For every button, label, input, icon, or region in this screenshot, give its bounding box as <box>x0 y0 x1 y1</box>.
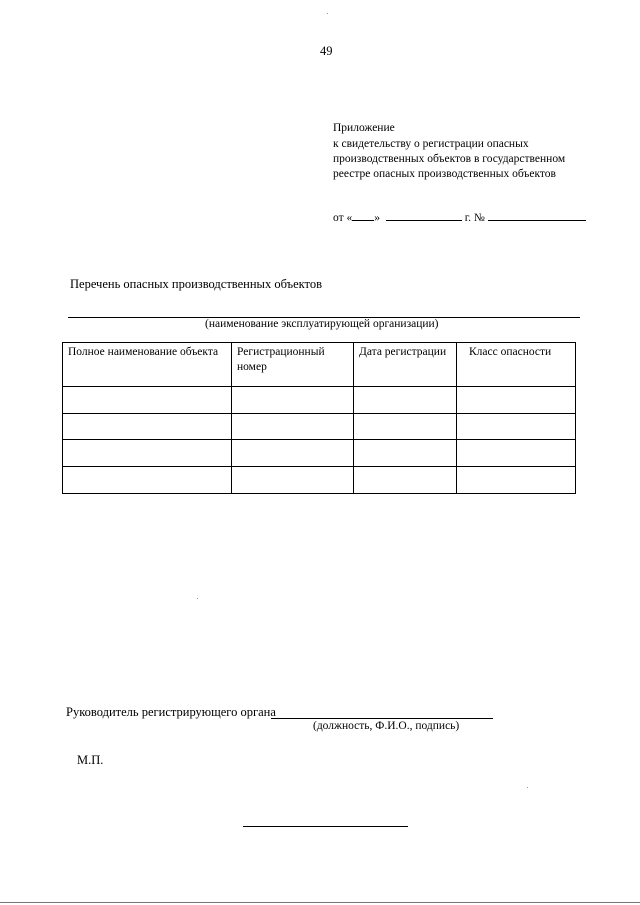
signature-line <box>271 718 493 719</box>
certificate-date-line <box>333 209 586 224</box>
header-cell-reg-number: Регистрационный номер <box>232 343 354 387</box>
header-cell-name: Полное наименование объекта <box>63 343 232 387</box>
scan-edge <box>0 902 640 903</box>
table-row <box>63 387 576 414</box>
header-cell-reg-date: Дата регистрации <box>354 343 457 387</box>
table-cell <box>457 387 576 414</box>
day-blank <box>352 209 374 221</box>
year-number-label: г. № <box>464 212 485 224</box>
table-cell <box>457 440 576 467</box>
table-cell <box>232 387 354 414</box>
stamp-label: М.П. <box>77 753 104 767</box>
table-cell <box>63 467 232 494</box>
scan-speck <box>527 787 528 788</box>
number-blank <box>488 209 586 221</box>
month-blank <box>386 209 462 221</box>
signature-label: Руководитель регистрирующего органа <box>66 705 276 719</box>
table-cell <box>457 414 576 440</box>
appendix-line: к свидетельству о регистрации опасных <box>333 138 529 150</box>
appendix-line: производственных объектов в государственном <box>333 153 566 165</box>
table-row <box>63 414 576 440</box>
date-prefix: от « <box>333 212 353 224</box>
table-cell <box>354 467 457 494</box>
table-cell <box>232 467 354 494</box>
table-cell <box>457 467 576 494</box>
signature-caption: (должность, Ф.И.О., подпись) <box>313 720 460 732</box>
footer-rule <box>243 826 408 827</box>
scan-speck <box>197 598 198 599</box>
table-row <box>63 467 576 494</box>
table-row <box>63 440 576 467</box>
appendix-line: реестре опасных производственных объектов <box>333 168 556 180</box>
table-cell <box>232 440 354 467</box>
table-cell <box>232 414 354 440</box>
table-cell <box>354 440 457 467</box>
list-title: Перечень опасных производственных объектов <box>70 277 323 291</box>
table-header-row <box>63 343 576 387</box>
page-number: 49 <box>320 44 333 58</box>
appendix-line: Приложение <box>333 122 395 134</box>
header-cell-hazard-class: Класс опасности <box>457 343 576 387</box>
objects-table <box>62 342 576 494</box>
table-cell <box>354 414 457 440</box>
table-cell <box>63 440 232 467</box>
table-cell <box>63 414 232 440</box>
date-quote-close: » <box>374 212 380 224</box>
scan-speck <box>327 13 328 14</box>
table-cell <box>63 387 232 414</box>
operator-caption: (наименование эксплуатирующей организации) <box>205 318 439 330</box>
table-cell <box>354 387 457 414</box>
